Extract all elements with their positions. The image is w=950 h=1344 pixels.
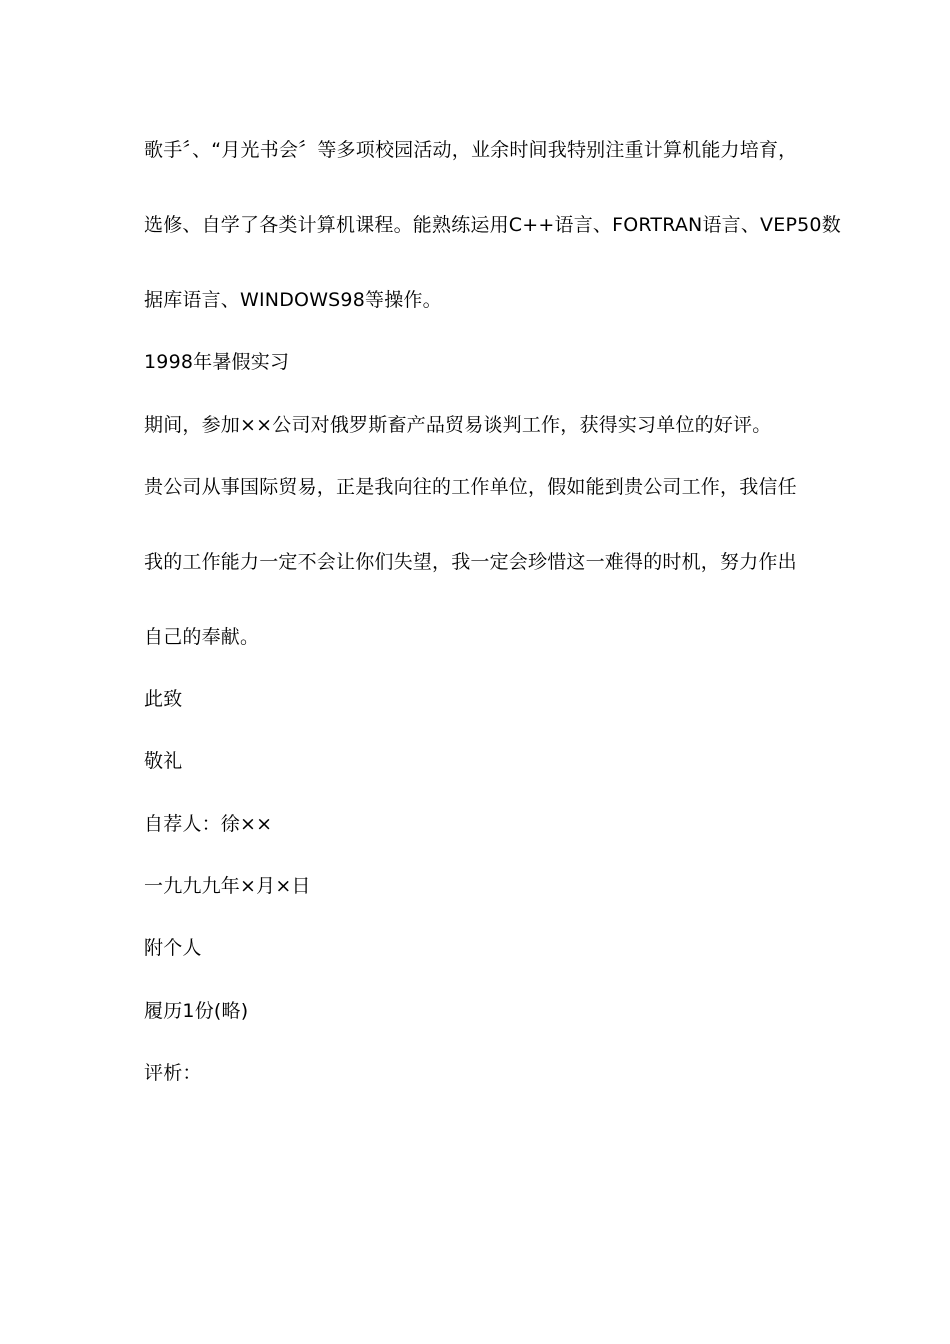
paragraph-line: 据库语言、WINDOWS98等操作。	[144, 289, 442, 311]
analysis-heading: 评析：	[144, 1062, 202, 1084]
paragraph-line: 贵公司从事国际贸易，正是我向往的工作单位，假如能到贵公司工作，我信任	[144, 476, 797, 498]
paragraph-line: 我的工作能力一定不会让你们失望，我一定会珍惜这一难得的时机，努力作出	[144, 551, 797, 573]
paragraph-line: 自己的奉献。	[144, 626, 260, 648]
closing-regards: 敬礼	[144, 750, 183, 772]
internship-heading: 1998年暑假实习	[144, 351, 290, 373]
signature-line: 自荐人：徐××	[144, 813, 273, 835]
date-line: 一九九九年×月×日	[144, 875, 311, 897]
attachment-label: 附个人	[144, 937, 202, 959]
paragraph-line: 歌手〞、“月光书会〞等多项校园活动，业余时间我特别注重计算机能力培育，	[144, 139, 798, 161]
paragraph-line: 期间，参加××公司对俄罗斯畜产品贸易谈判工作，获得实习单位的好评。	[144, 414, 772, 436]
paragraph-line: 选修、自学了各类计算机课程。能熟练运用C++语言、FORTRAN语言、VEP50数	[144, 214, 841, 236]
closing-salutation: 此致	[144, 688, 183, 710]
attachment-item: 履历1份(略)	[144, 1000, 249, 1022]
